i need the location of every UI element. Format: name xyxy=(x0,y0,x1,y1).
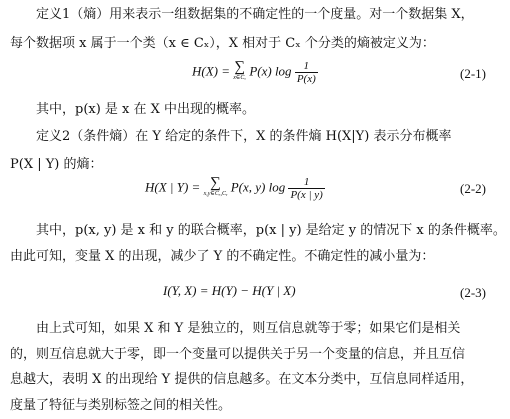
sigma-symbol: ∑ xyxy=(234,58,246,75)
line-def1-note: 其中，p(x) 是 x 在 X 中出现的概率。 xyxy=(36,102,256,117)
line-def2: 定义2（条件熵）在 Y 给定的条件下，X 的条件熵 H(X|Y) 表示分布概率 xyxy=(36,129,452,144)
eq2-sum-sub: x,y∈Cₓ,Cᵧ xyxy=(203,190,228,197)
eq1-mid: P(x) log xyxy=(249,63,292,79)
line-def2-cont: P(X | Y) 的熵： xyxy=(10,157,103,172)
sigma-symbol: ∑ xyxy=(210,174,221,191)
line-mi-3: 息越大，表明 X 的出现给 Y 提供的信息越多。在文本分类中，互信息同样适用， xyxy=(10,372,474,387)
equation-number-2-3: (2-3) xyxy=(460,285,486,300)
eq2-left: H(X | Y) = xyxy=(145,179,204,195)
equation-number-2-2: (2-2) xyxy=(460,181,486,196)
equation-number-2-1: (2-1) xyxy=(460,66,486,81)
eq2-sum xyxy=(203,174,228,200)
line-def1-cont: 每个数据项 x 属于一个类（x ∈ Cₓ），X 相对于 Cₓ 个分类的熵被定义为： xyxy=(10,36,435,51)
eq1-sum xyxy=(233,58,247,84)
eq2-mid: P(x, y) log xyxy=(230,179,286,195)
eq2-fraction xyxy=(288,176,324,201)
line-def1: 定义1（熵）用来表示一组数据集的不确定性的一个度量。对一个数据集 X， xyxy=(36,7,474,22)
eq1-denominator: P(x) xyxy=(296,73,316,85)
equation-2-3: I(Y, X) = H(Y) − H(Y | X) xyxy=(163,283,296,298)
line-mi-2: 的，则互信息就大于零，即一个变量可以提供关于另一个变量的信息，并且互信 xyxy=(10,347,466,362)
eq1-numerator: 1 xyxy=(295,60,318,73)
eq1-sum-sub: x∈Cₓ xyxy=(233,74,247,81)
eq2-denominator: P(x | y) xyxy=(290,189,323,201)
line-mi-4: 度量了特征与类别标签之间的相关性。 xyxy=(10,398,232,413)
line-mi-1: 由上式可知，如果 X 和 Y 是独立的，则互信息就等于零；如果它们是相关 xyxy=(36,321,461,336)
eq2-numerator: 1 xyxy=(288,176,324,189)
line-def2-note: 其中，p(x, y) 是 x 和 y 的联合概率，p(x | y) 是给定 y 的情况下 x 的条件概率。 xyxy=(36,223,506,238)
line-def2-note-cont: 由此可知，变量 X 的出现，减少了 Y 的不确定性。不确定性的减小量为： xyxy=(10,249,435,264)
eq1-left: H(X) = xyxy=(192,63,234,79)
eq1-fraction xyxy=(295,60,318,85)
equation-2-2 xyxy=(145,176,325,201)
equation-2-1 xyxy=(192,60,318,85)
